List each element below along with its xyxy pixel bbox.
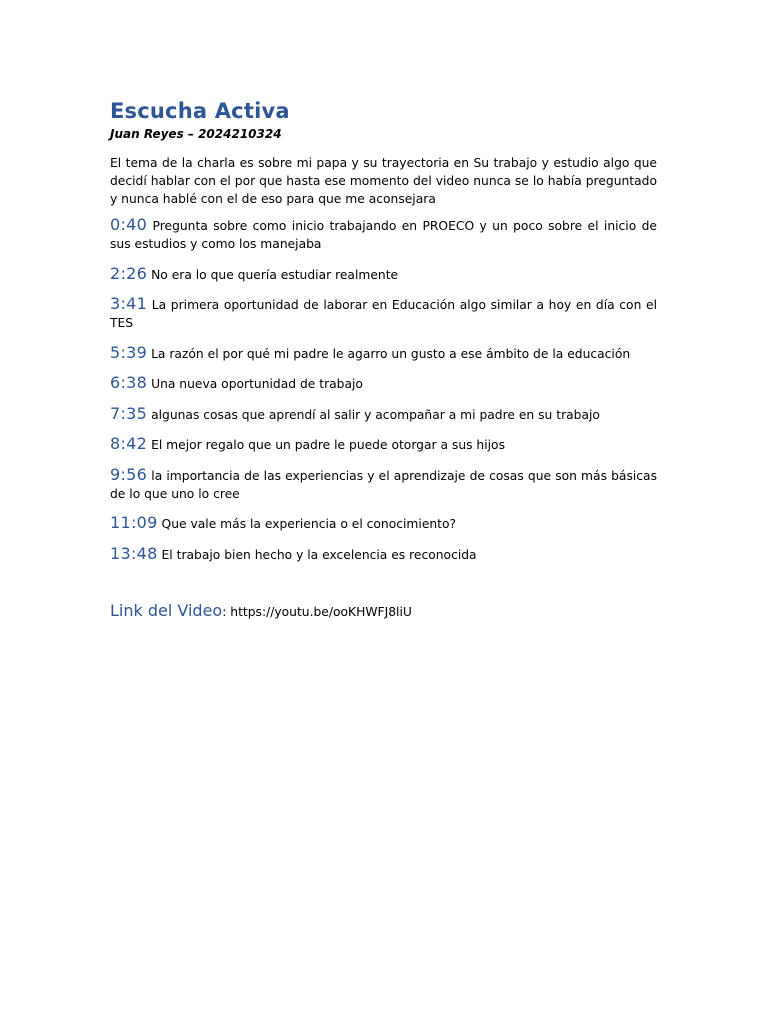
timestamp-entry: [110, 344, 657, 363]
entry-text: La primera oportunidad de laborar en Educación algo similar a hoy en día con el TES: [110, 298, 657, 330]
entry-text: Que vale más la experiencia o el conocimiento?: [161, 517, 457, 531]
entry-text: Una nueva oportunidad de trabajo: [151, 377, 363, 391]
timestamp-entry: [110, 545, 657, 564]
timestamp-entry: [110, 216, 657, 253]
timestamp-entry: [110, 405, 657, 424]
video-link-row: [110, 600, 412, 623]
timestamp-entry: [110, 466, 657, 503]
entry-text: algunas cosas que aprendí al salir y acompañar a mi padre en su trabajo: [151, 407, 600, 422]
timestamp: 3:41: [110, 294, 148, 313]
timestamp: 5:39: [110, 342, 148, 362]
timestamp-entry: [110, 265, 657, 284]
timestamp-entry: [110, 374, 657, 393]
timestamp-entry: [110, 435, 657, 454]
timestamp: 11:09: [110, 513, 158, 532]
document-title: Escucha Activa: [110, 99, 290, 123]
entry-text: La razón el por qué mi padre le agarro un gusto a ese ámbito de la educación: [151, 346, 631, 361]
document-page: [110, 96, 657, 620]
intro-paragraph: El tema de la charla es sobre mi papa y su trayectoria en Su trabajo y estudio algo que decidí hablar con el por que hasta ese momento del video nunca se lo había preguntado y nunca hablé con el de eso para que me aconsejara: [110, 156, 657, 206]
entry-text: No era lo que quería estudiar realmente: [151, 267, 399, 282]
entry-text: la importancia de las experiencias y el aprendizaje de cosas que son más básicas de lo que uno lo cree: [110, 468, 657, 501]
timestamp-entry: [110, 295, 657, 332]
timestamp-entry: [110, 514, 657, 533]
video-link-url[interactable]: https://youtu.be/ooKHWFJ8liU: [230, 605, 412, 619]
author-line: Juan Reyes – 2024210324: [110, 127, 282, 141]
timestamp: 6:38: [110, 373, 148, 392]
entry-text: El mejor regalo que un padre le puede otorgar a sus hijos: [151, 438, 505, 452]
video-link-label: Link del Video: [110, 601, 223, 620]
timestamp: 7:35: [110, 403, 148, 423]
entry-text: Pregunta sobre como inicio trabajando en PROECO y un poco sobre el inicio de sus estudios y como los manejaba: [110, 219, 657, 251]
video-link-separator: :: [222, 605, 227, 619]
timestamp: 13:48: [110, 543, 158, 563]
timestamp: 9:56: [110, 464, 148, 484]
timestamp: 2:26: [110, 263, 148, 283]
timestamp: 0:40: [110, 215, 148, 234]
timestamp: 8:42: [110, 434, 148, 453]
entry-text: El trabajo bien hecho y la excelencia es reconocida: [161, 547, 477, 562]
